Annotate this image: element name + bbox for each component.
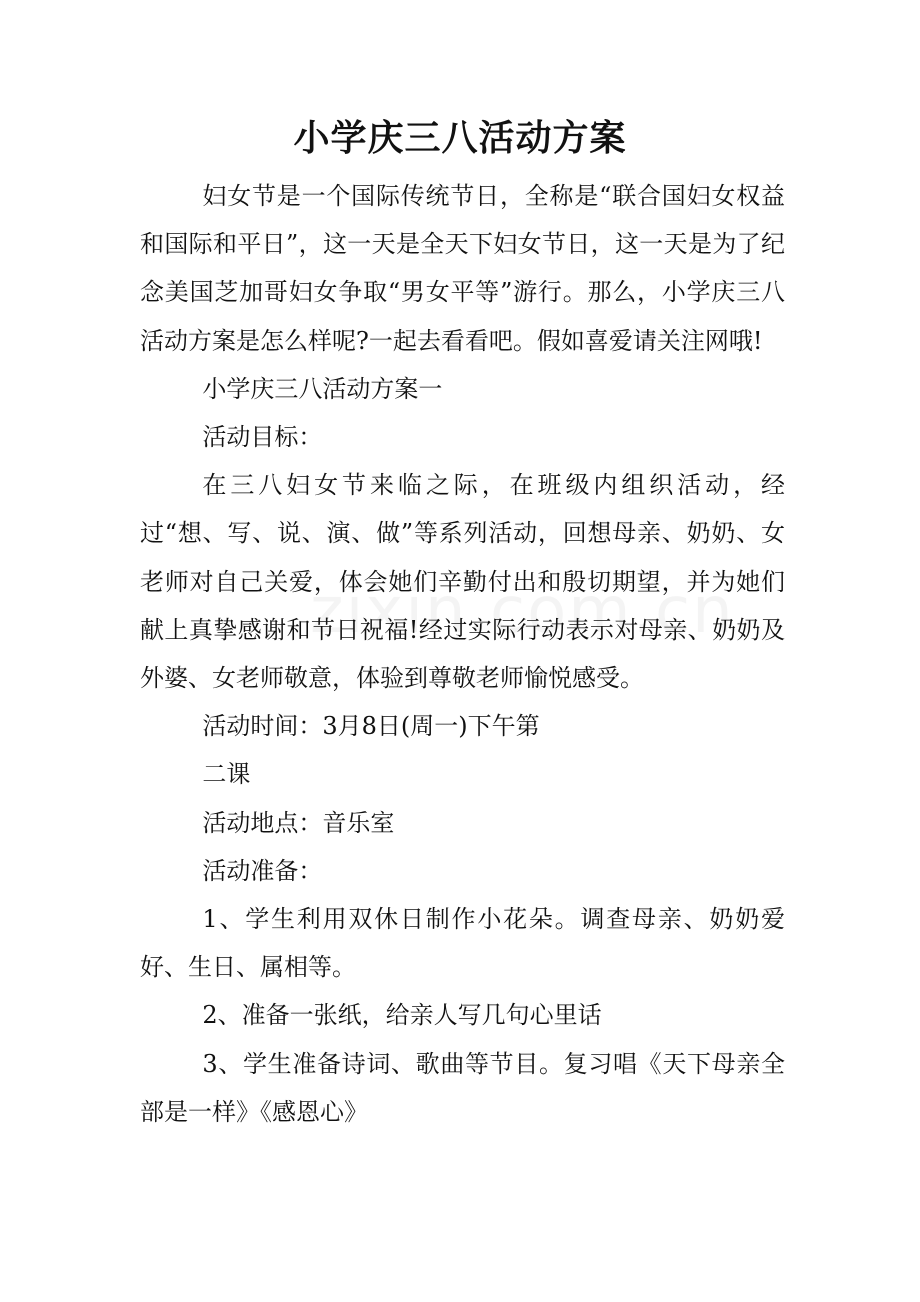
preparation-item-3: 3、学生准备诗词、歌曲等节目。复习唱《天下母亲全部是一样》《感恩心》 xyxy=(140,1049,785,1126)
preparation-heading: 活动准备： xyxy=(202,856,323,885)
time-line: 活动时间：3月8日(周一)下午第 xyxy=(202,712,540,741)
preparation-item-1: 1、学生利用双休日制作小花朵。调查母亲、奶奶爱好、生日、属相等。 xyxy=(140,905,785,982)
intro-paragraph: 妇女节是一个国际传统节日，全称是“联合国妇女权益和国际和平日”，这一天是全天下妇女节日，这一天是为了纪念美国芝加哥妇女争取“男女平等”游行。那么，小学庆三八活动方案是怎么样呢?一起去看看吧。假如喜爱请关注网哦! xyxy=(140,182,785,355)
document-title: 小学庆三八活动方案 xyxy=(293,117,627,159)
document-body xyxy=(140,172,785,1136)
preparation-item-2: 2、准备一张纸，给亲人写几句心里话 xyxy=(202,1001,602,1030)
location-line: 活动地点：音乐室 xyxy=(202,808,395,837)
time-line-continued: 二课 xyxy=(202,760,251,789)
plan-subtitle: 小学庆三八活动方案一 xyxy=(202,374,443,403)
goal-heading: 活动目标： xyxy=(202,423,323,452)
goal-paragraph: 在三八妇女节来临之际，在班级内组织活动，经过“想、写、说、演、做”等系列活动，回想母亲、奶奶、女老师对自己关爱，体会她们辛勤付出和殷切期望，并为她们献上真挚感谢和节日祝福!经过实际行动表示对母亲、奶奶及外婆、女老师敬意，体验到尊敬老师愉悦感受。 xyxy=(140,471,785,693)
